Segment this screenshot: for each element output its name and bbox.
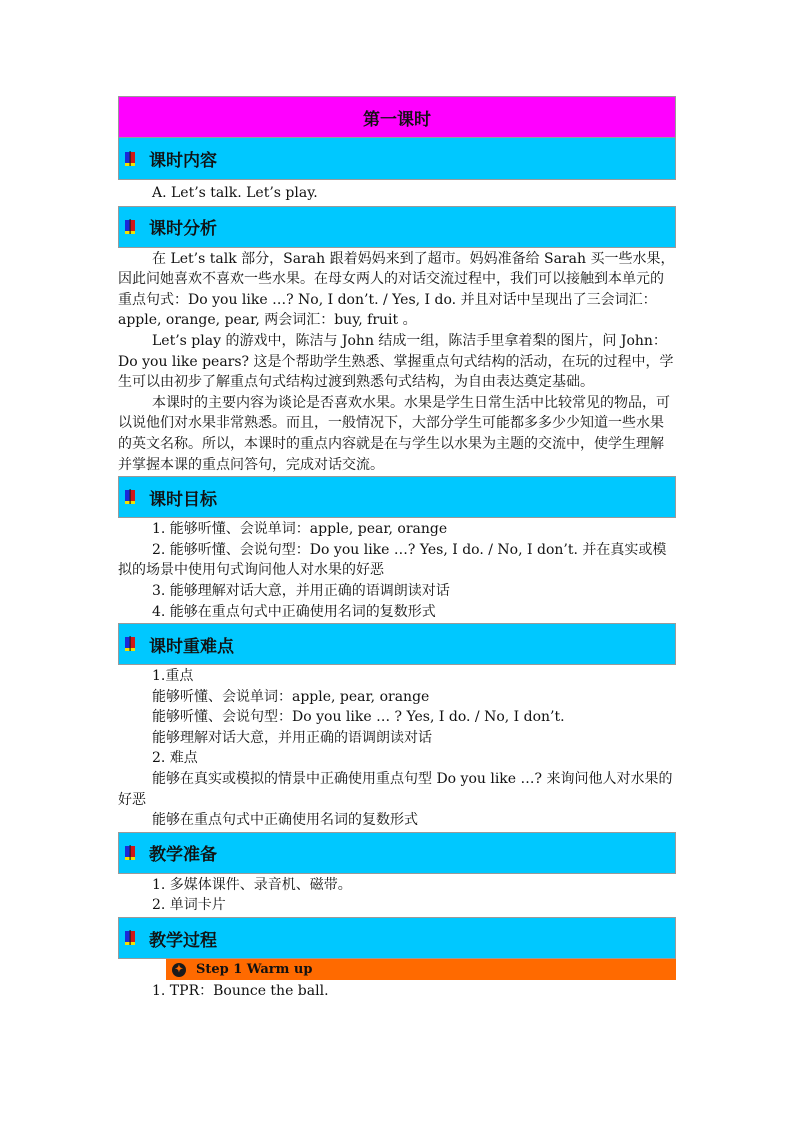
analysis-paragraph: 本课时的主要内容为谈论是否喜欢水果。水果是学生日常生活中比较常见的物品，可以说他们对水果非常熟悉。而且，一般情况下，大部分学生可能都多多少少知道一些水果的英文名称。所以，本课时的重点内容就是在与学生以水果为主题的交流中，使学生理解并掌握本课的重点问答句，完成对话交流。 [118,394,670,473]
section-body-objectives [118,518,676,623]
lesson-title-text: 第一课时 [363,109,431,130]
book-icon [123,636,139,652]
section-body-process [118,980,676,1002]
objective-item: 1. 能够听懂、会说单词：apple, pear, orange [152,521,448,538]
lesson-title [118,96,676,138]
objective-item: 4. 能够在重点句式中正确使用名词的复数形式 [152,603,436,620]
section-body-content [118,180,676,206]
objective-item: 2. 能够听懂、会说句型：Do you like …? Yes, I do. / No, I don’t. 并在真实或模拟的场景中使用句式询问他人对水果的好恶 [118,541,667,579]
difficult-label: 2. 难点 [152,750,198,767]
section-heading: 教学准备 [149,845,217,866]
section-heading: 课时目标 [149,489,217,510]
lesson-plan [118,96,676,1002]
section-heading: 课时重难点 [149,636,234,657]
step-line: 1. TPR：Bounce the ball. [152,983,329,1000]
key-item: 能够听懂、会说单词：apple, pear, orange [152,688,430,705]
section-header-preparation [118,832,676,874]
star-circle-icon: ✦ [172,963,186,977]
section-body-analysis [118,248,676,477]
key-item: 能够理解对话大意，并用正确的语调朗读对话 [152,729,432,746]
section-body-preparation [118,874,676,917]
section-heading: 教学过程 [149,930,217,951]
step-header [166,959,676,980]
book-icon [123,930,139,946]
book-icon [123,151,139,167]
section-header-objectives [118,476,676,518]
book-icon [123,845,139,861]
difficult-item: 能够在真实或模拟的情景中正确使用重点句型 Do you like …? 来询问他人对水果的好恶 [118,771,673,808]
objective-item: 3. 能够理解对话大意，并用正确的语调朗读对话 [152,582,450,599]
analysis-paragraph: 在 Let’s talk 部分，Sarah 跟着妈妈来到了超市。妈妈准备给 Sarah 买一些水果，因此问她喜欢不喜欢一些水果。在母女两人的对话交流过程中，我们可以接触到本单元的重点句式：Do you like …? No, I don’t. / Yes, I do. 并且对话中呈现出了三会词汇：apple, orange, pear, 两会词汇：buy, fruit 。 [118,250,675,329]
preparation-item: 2. 单词卡片 [152,897,226,914]
analysis-paragraph: Let’s play 的游戏中，陈洁与 John 结成一组，陈洁手里拿着梨的图片，问 John：Do you like pears? 这是个帮助学生熟悉、掌握重点句式结构的活动，在玩的过程中，学生可以由初步了解重点句式结构过渡到熟悉句式结构，为自由表达奠定基础。 [118,332,674,391]
key-item: 能够听懂、会说句型：Do you like … ? Yes, I do. / No, I don’t. [152,709,565,726]
book-icon [123,219,139,235]
preparation-item: 1. 多媒体课件、录音机、磁带。 [152,876,352,893]
section-header-analysis [118,206,676,248]
section-header-content [118,138,676,180]
section-header-process [118,917,676,959]
section-body-key-points [118,665,676,832]
section-heading: 课时内容 [149,151,217,171]
difficult-item: 能够在重点句式中正确使用名词的复数形式 [152,812,418,829]
content-line: A. Let’s talk. Let’s play. [152,185,318,201]
key-label: 1.重点 [152,668,194,685]
section-header-key-points [118,623,676,665]
section-heading: 课时分析 [149,219,217,240]
step-label: Step 1 Warm up [196,962,313,978]
book-icon [123,489,139,505]
